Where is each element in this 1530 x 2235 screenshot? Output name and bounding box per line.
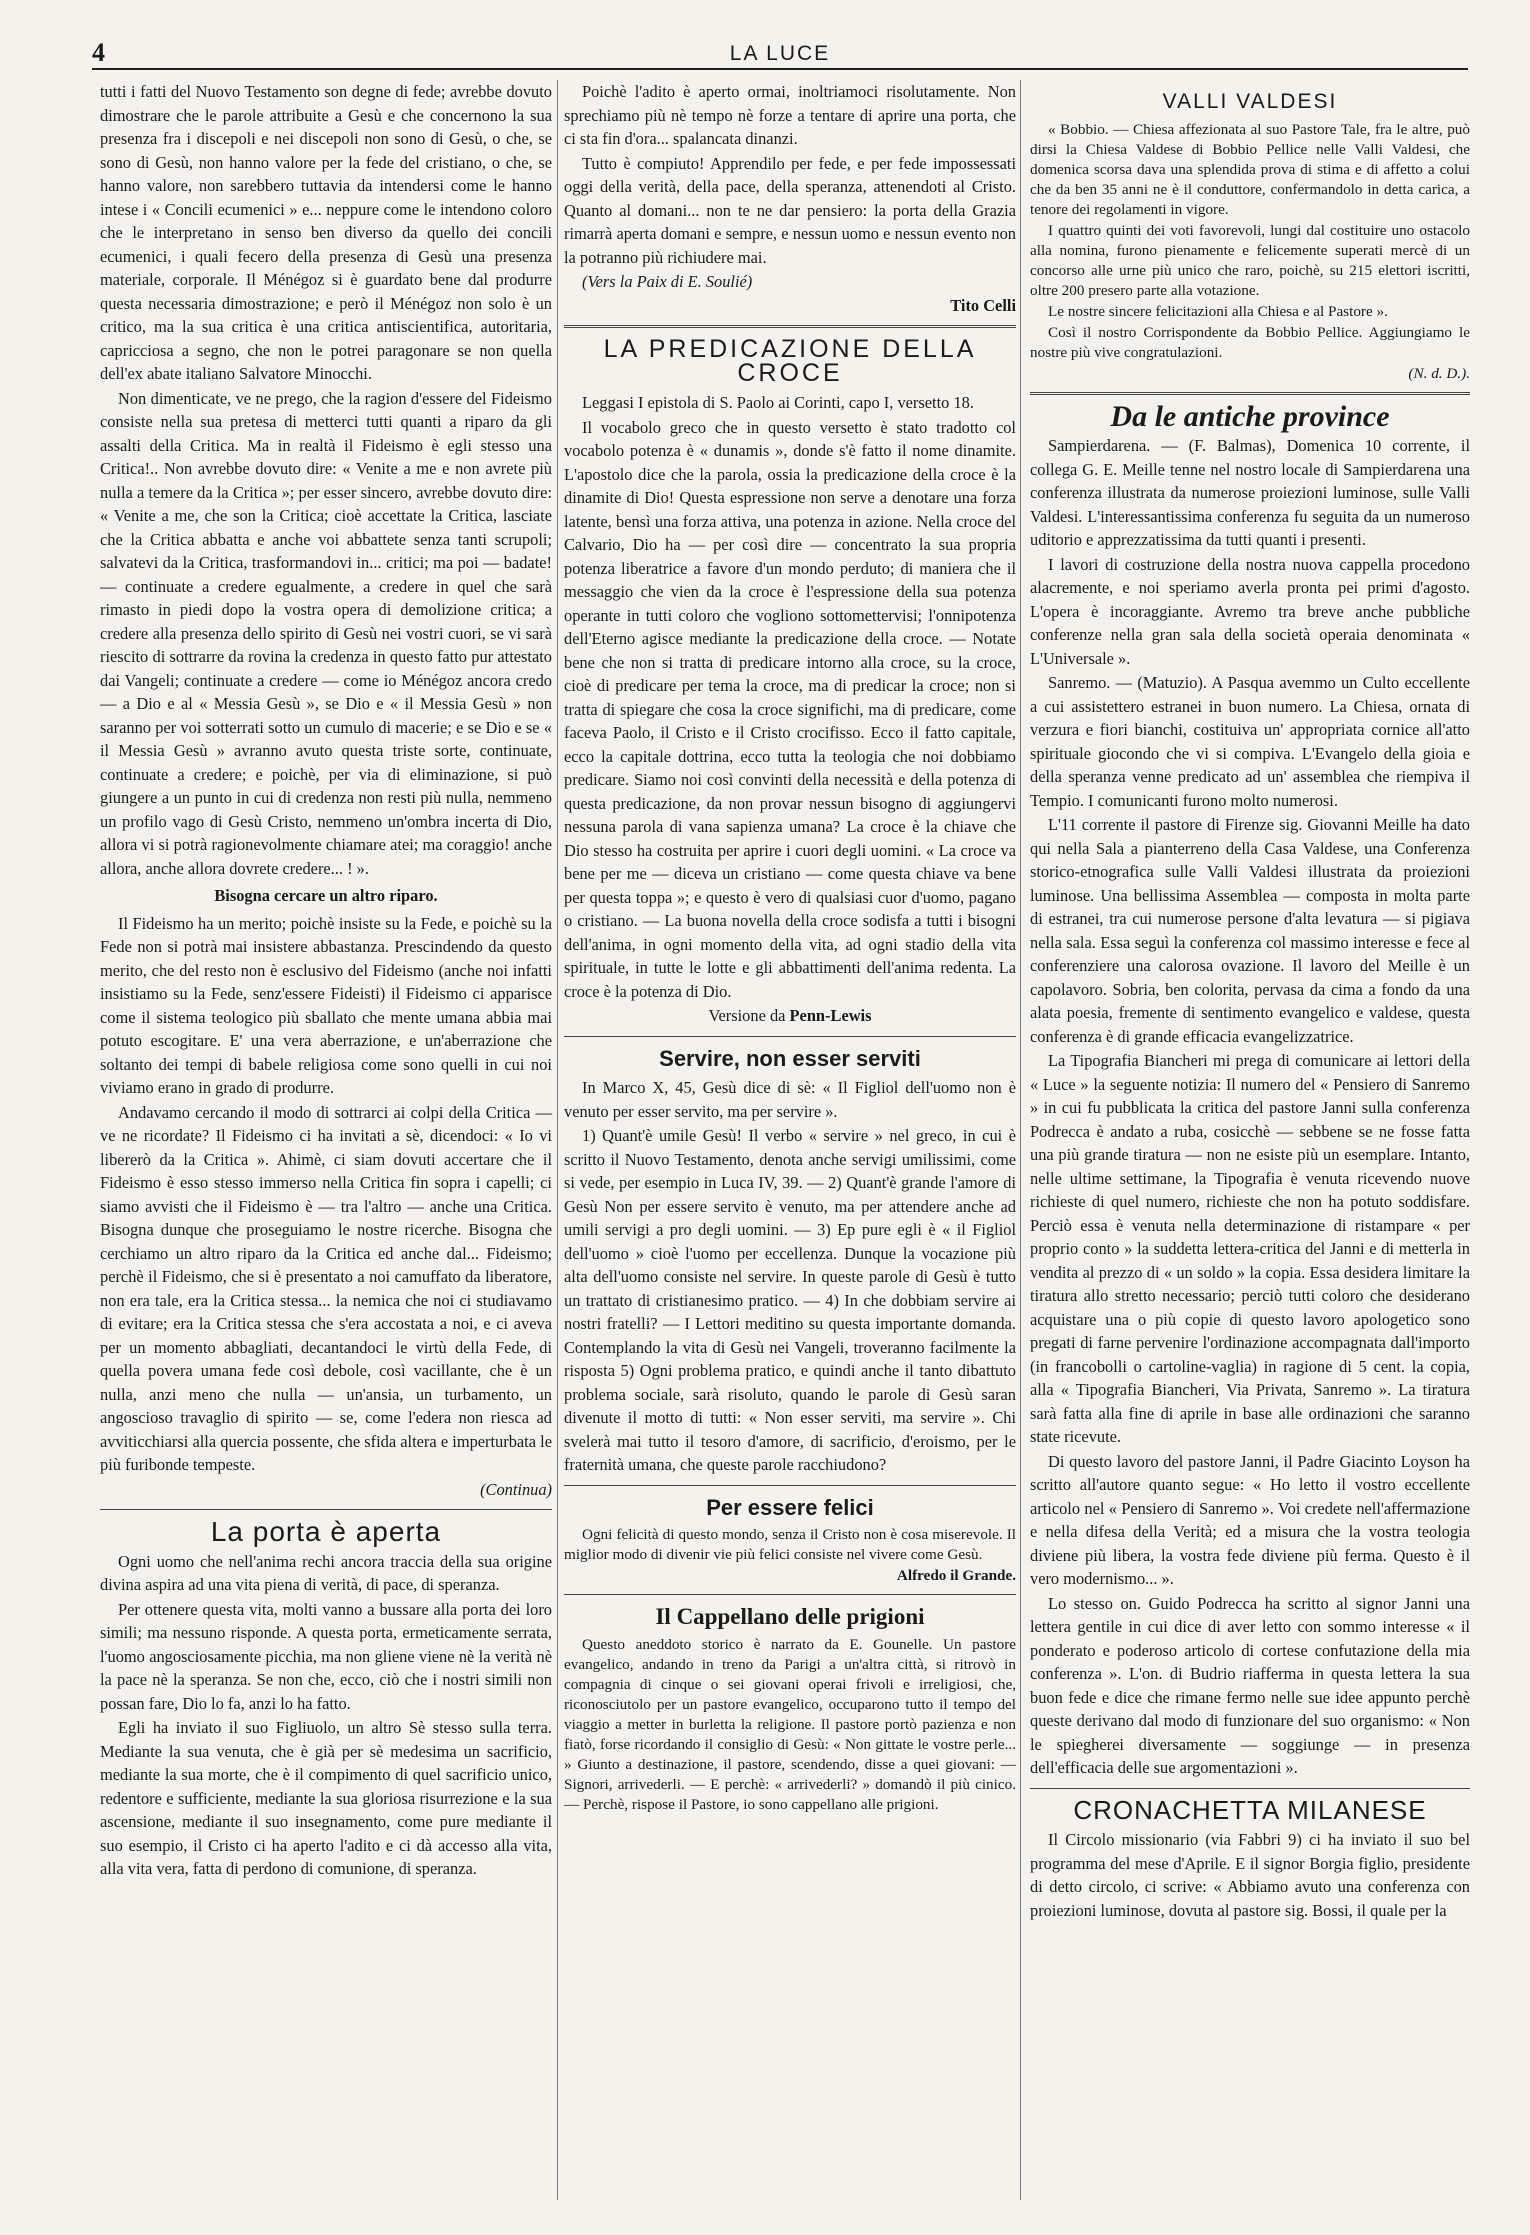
paragraph: La Tipografia Biancheri mi prega di comunicare ai lettori della « Luce » la seguente notizia: Il numero del « Pensiero di Sanremo » in cui fu pubblicata la critica del pastore Janni sulla conferenza Podrecca è andato a ruba, cosicchè — sebbene se ne fosse fatta una più grande tiratura — non ne esiste più un esemplare. Intanto, nelle ultime settimane, la Tipografia è venuta ricevendo nuove richieste di quel numero, richieste che non ha potuto soddisfare. Perciò essa è venuta nella determinazione di ristampare « per proprio conto » la suddetta lettera-critica del Janni e di metterla in vendita al prezzo di « un soldo » la copia. Essa desidera limitare la tiratura allo stretto necessario; perciò tutti coloro che desiderano acquistare una o più copie di questo lavoro apologetico sono pregati di farne pervenire l'ordinazione accompagnata dall'importo (in francobolli o cartoline-vaglia) in ragione di 5 cent. la copia, alla « Tipografia Biancheri, Via Privata, Sanremo ». La tiratura sarà fatta alla fine di aprile in base alle ordinazioni che saranno state ricevute. [1030,1051,1470,1446]
paragraph: Ogni felicità di questo mondo, senza il Cristo non è cosa miserevole. Il miglior modo di divenir vie più felici consiste nel vivere come Gesù. [564,1526,1016,1563]
article-title: Servire, non esser serviti [659,1045,921,1071]
column-3 [1030,80,1470,1923]
article-title: VALLI VALDESI [1162,90,1338,113]
paragraph: Di questo lavoro del pastore Janni, il Padre Giacinto Loyson ha scritto all'autore quanto segue: « Ho letto il vostro eccellente articolo nel « Pensiero di Sanremo ». Voi credete nell'affermazione e nella difesa della Verità; ed a misura che la vostra teologia diviene più libera, la vostra fede diviene più ferma. Questo è il vero modernismo... ». [1030,1451,1470,1588]
section-rule [564,1594,1016,1595]
section-rule [100,1509,552,1510]
paragraph: Andavamo cercando il modo di sottrarci ai colpi della Critica — ve ne ricordate? Il Fideismo ci ha invitati a sè, dicendoci: « Io vi libererò da la Critica ». Ahimè, ci siam dovuti accertare che il Fideismo è esso stesso immerso nella Critica fin sopra i capelli; ci siamo avvisti che il Fideismo è — tra l'altro — anche una Critica. Bisogna dunque che proseguiamo le nostre ricerche. Bisogna che cerchiamo un altro riparo da la Critica ed anche dal... Fideismo; perchè il Fideismo, che si è presentato a noi camuffato da liberatore, non era tale, era la Critica stessa... la nemica che noi ci studiavamo di evitare; era la Critica stessa che s'era accostata a noi, e ci aveva per un momento abbagliati, decantandoci le virtù della Fede, di quella povera umana fede così debole, così vacillante, che è un nulla, anzi meno che nulla — un'ansia, un turbamento, un angoscioso travaglio di spirito — se, come l'edera non riesca ad avviticchiarsi alla quercia possente, che sfida altera e imperturbata le più furibonde tempeste. [100,1102,552,1474]
article-title: LA PREDICAZIONE DELLA CROCE [603,335,977,387]
paragraph: tutti i fatti del Nuovo Testamento son degne di fede; avrebbe dovuto dimostrare che le parole attribuite a Gesù e che concernono la sua presenza fra i discepoli e nei discepoli non sono di Gesù, o che, se sono di Gesù, non hanno valore per la fede del cristiano, o che, se hanno valore, non sarebbero tuttavia da intendersi come le hanno intese i « Concili ecumenici » e... neppure come le intendono coloro che le interpretano in senso ben diverso da quello dei concili ecumenici, i quali fecero della presenza di Gesù una presenza materiale, corporale. Il Ménégoz si è guardato bene dal produrre questa necessaria dimostrazione; e però il Ménégoz non solo è un critico, ma la sua critica è una critica antiscientifica, autoritaria, capricciosa a segno, che non le potrei paragonare se non quella dell'ex abate italiano Salvatore Minocchi. [100,82,552,383]
paragraph: « Bobbio. — Chiesa affezionata al suo Pastore Tale, fra le altre, può dirsi la Chiesa Valdese di Bobbio Pellice nelle Valli Valdesi, che domenica scorsa dava una splendida prova di stima e di affetto a colui che da ben 35 anni ne è il conduttore, confermandolo in detta carica, a tenore dei regolamenti in vigore. [1030,120,1470,218]
column-1 [100,80,552,1882]
section-rule [564,1036,1016,1037]
paragraph: Sampierdarena. — (F. Balmas), Domenica 10 corrente, il collega G. E. Meille tenne nel nostro locale di Sampierdarena una conferenza illustrata da numerose proiezioni luminose, sulle Valli Valdesi. L'interessantissima conferenza fu seguita da un numeroso uditorio e apprezzatissima da tutti quanti i presenti. [1030,436,1470,549]
article-title: Da le antiche province [1110,399,1390,433]
signature: Alfredo il Grande. [896,1567,1016,1584]
source-note: (Vers la Paix di E. Soulié) [582,272,753,291]
section-rule [564,325,1016,328]
paragraph: Poichè l'adito è aperto ormai, inoltriamoci risolutamente. Non sprechiamo più nè tempo nè forze a tentare di aprire una porta, che ci sta fin d'ora... spalancata dinanzi. [564,82,1016,148]
column-divider [1020,80,1021,2200]
paragraph: Il Circolo missionario (via Fabbri 9) ci ha inviato il suo bel programma del mese d'Aprile. E il signor Borgia figlio, presidente di detto circolo, ci scrive: « Abbiamo avuto una conferenza con proiezioni luminose, dovuta al pastore sig. Bossi, il quale per la [1030,1830,1470,1920]
masthead: LA LUCE [729,42,831,65]
paragraph: Questo aneddoto storico è narrato da E. Gounelle. Un pastore evangelico, andando in treno da Parigi a un'altra città, si ritrovò in compagnia di cinque o sei giovani operai frivoli e irreligiosi, che, riconosciutolo per un pastore evangelico, occuparono tutto il tempo del viaggio a metter in burletta la religione. Il pastore portò pazienza e non fiatò, forse ricordando il consiglio di Gesù: « Non gittate le vostre perle... » Giunto a destinazione, il pastore, scendendo, disse a quei giovani: — Signori, arrivederli. — E perchè: « arrivederli? » domandò il più cinico. — Perchè, rispose il Pastore, io sono cappellano alle prigioni. [564,1635,1016,1813]
paragraph: Il vocabolo greco che in questo versetto è stato tradotto col vocabolo potenza è « dunamis », donde s'è fatto il nome dinamite. L'apostolo dice che la parola, ossia la predicazione della croce è la dinamite di Dio! Questa espressione non serve a denotare una forza latente, bensì una forza attiva, una potenza in azione. Nella croce del Calvario, Dio ha — per così dire — concentrato la sua propria potenza liberatrice a favore d'un mondo perduto; di maniera che il messaggio che vien da la croce è l'espressione della sua potenza operante in tutti coloro che vogliono sottomettervisi; l'onnipotenza dell'Eterno agisce mediante la predicazione della croce. — Notate bene che non si tratta di predicare intorno alla croce, su la croce, cioè di predicare per tema la croce, ma di predicar la croce; non si tratta di spiegare che cosa la croce significhi, ma di predicare, come faceva Paolo, il Cristo e il Cristo crocifisso. Ecco il fatto capitale, ecco la capitale dottrina, ecco tutta la teologia che noi dobbiamo predicare. Siamo noi così convinti della necessità e della potenza di questa predicazione, da non provar nessun bisogno di aggiungervi nessuna parola di vana sapienza umana? La croce è la chiave che Dio stesso ha costruita per aprire i cuori degli uomini. « La croce va bene per me — diceva un cristiano — come questa chiave va bene per questa toppa »; e questo è vero di qualsiasi cuor d'uomo, pagano o cristiano. — La buona novella della croce sodisfa a tutti i bisogni dell'anima, in ogni momento della vita, ad ogni stadio della vita spirituale, in tutte le lotte e gli abbattimenti dell'anima redenta. La croce è la potenza di Dio. [564,417,1016,1001]
header-rule [92,68,1468,70]
signature: Tito Celli [950,295,1016,315]
paragraph: Lo stesso on. Guido Podrecca ha scritto al signor Janni una lettera gentile in cui dice di aver letto con sommo interesse « il ponderato e poderoso articolo di cortese confutazione della mia conferenza ». L'on. di Budrio riafferma in questa lettera la sua buon fede e dice che rimane fermo nelle sue idee appunto perchè queste derivano dal modo di funzionare del suo organismo: « Non le spiegherei diversamente — soggiunge — in presenza dell'efficacia delle sue argomentazioni ». [1030,1593,1470,1777]
paragraph: Sanremo. — (Matuzio). A Pasqua avemmo un Culto eccellente a cui assistettero estranei in buon numero. La Chiesa, ornata di verzura e fiori bianchi, costituiva un' appropriata cornice all'atto spirituale giocondo che vi si compiva. L'Evangelo della gioia e della speranza venne predicato ad un' assemblea che riempiva il Tempio. I comunicanti furono molto numerosi. [1030,673,1470,810]
column-2 [564,80,1016,1816]
section-rule [1030,392,1470,395]
page-number: 4 [92,38,105,67]
paragraph: Tutto è compiuto! Apprendilo per fede, e per fede impossessati oggi della verità, della pace, della speranza, attenendoti al Cristo. Quanto al domani... non te ne dar pensiero: la porta della Grazia rimarrà aperta domani e sempre, e nessun uomo e nessun evento non la potranno più richiudere mai. [564,153,1016,267]
paragraph: Le nostre sincere felicitazioni alla Chiesa e al Pastore ». [1048,302,1388,320]
article-title: Il Cappellano delle prigioni [655,1604,925,1629]
signature: Penn-Lewis [789,1006,872,1025]
signature: (N. d. D.). [1408,364,1470,382]
paragraph: I lavori di costruzione della nostra nuova cappella procedono alacremente, e noi speriamo averla pronta pei primi d'agosto. L'opera è incoraggiante. Avremo tra breve anche pubbliche conferenze nella gran sala della società operaia denominata « L'Universale ». [1030,554,1470,668]
column-divider [557,80,558,2200]
paragraph: I quattro quinti dei voti favorevoli, lungi dal costituire uno ostacolo alla nomina, furono pienamente e felicemente superati mercè di un concorso alle urne più unico che raro, poichè, su 215 elettori iscritti, oltre 200 presero parte alla votazione. [1030,221,1470,299]
version-label: Versione da [708,1006,786,1025]
section-rule [564,1485,1016,1486]
section-rule [1030,1788,1470,1789]
continued-note: (Continua) [480,1479,552,1499]
paragraph: Il Fideismo ha un merito; poichè insiste su la Fede, e poichè su la Fede non si potrà mai insistere abbastanza. Prescindendo da questo merito, che del resto non è esclusivo del Fideismo (anche noi infatti insistiamo su la Fede, senz'essere Fideisti) il Fideismo ci apparisce come il sistema teologico più sballato che mente umana abbia mai potuto escogitare. E' una vera aberrazione, e un'aberrazione che soltanto dei tempi di babele religiosa come sono quelli in cui noi viviamo erano in grado di produrre. [100,913,552,1097]
paragraph: Egli ha inviato il suo Figliuolo, un altro Sè stesso sulla terra. Mediante la sua venuta, che è già per sè medesima un sacrificio, mediante la sua morte, che è il compimento di quel sacrificio unico, redentore e sufficiente, mediante la sua gloriosa risurrezione e la sua ascensione, mediante il suo insegnamento, come pure mediante il suo esempio, il Cristo ci ha aperto l'adito e ci dà accesso alla vita, alla vita vera, fatta di perdono di comunione, di speranza. [100,1718,552,1878]
paragraph: In Marco X, 45, Gesù dice di sè: « Il Figliol dell'uomo non è venuto per esser servito, ma per servire ». [564,1078,1016,1121]
paragraph: Ogni uomo che nell'anima rechi ancora traccia della sua origine divina aspira ad una vita piena di verità, di pace, di speranza. [100,1551,552,1594]
paragraph: Così il nostro Corrispondente da Bobbio Pellice. Aggiungiamo le nostre più vive congratulazioni. [1030,323,1470,361]
article-title: Per essere felici [706,1494,874,1520]
subheading: Bisogna cercare un altro riparo. [214,886,438,905]
paragraph: 1) Quant'è umile Gesù! Il verbo « servire » nel greco, in cui è scritto il Nuovo Testamento, denota anche servigi umilissimi, come si vede, per esempio in Luca IV, 39. — 2) Quant'è grande l'amore di Gesù Non per essere servito è venuto, ma per attendere anche ad umili servigi a pro degli uomini. — 3) Ep pure egli è « il Figliol dell'uomo » cioè l'uomo per eccellenza. Dunque la vocazione più alta dell'uomo consiste nel servire. In queste parole di Gesù è tutto un trattato di cristianesimo pratico. — 4) In che dobbiam servire ai nostri fratelli? — I Lettori meditino su questa importante domanda. Contemplando la vita di Gesù nei Vangeli, troveranno facilmente la risposta 5) Ogni problema pratico, e quindi anche il tanto dibattuto problema sociale, sarà risoluto, quando le parole di Gesù saran divenute il motto di tutti: « Non esser serviti, ma servire ». Chi svelerà mai tutto il tesoro d'amore, di sacrificio, d'eroismo, per le fraternità umana, che queste parole racchiudono? [564,1126,1016,1474]
page-header [92,38,1468,68]
paragraph: L'11 corrente il pastore di Firenze sig. Giovanni Meille ha dato qui nella Sala a pianterreno della Casa Valdese, una Conferenza storico-etnografica sulle Valli Valdesi illustrata da proiezioni luminose. Una bellissima Assemblea — composta in molta parte di estranei, tra cui numerose persone d'alta levatura — si pigiava nella sala. Essa seguì la conferenza col massimo interesse e fece al conferenziere una calorosa ovazione. Il lavoro del Meille è un capolavoro. Sobria, ben colorita, pervasa da cima a fondo da una alata poesia, fremente di sentimento evangelico e valdese, questa conferenza è di grande efficacia evangelizzatrice. [1030,815,1470,1046]
article-title: CRONACHETTA MILANESE [1073,1794,1427,1825]
article-title: La porta è aperta [210,1516,442,1547]
paragraph: Per ottenere questa vita, molti vanno a bussare alla porta dei loro simili; ma nessuno risponde. A questa porta, ermeticamente serrata, l'uomo angosciosamente picchia, ma non gliene viene nè la verità nè la pace nè la speranza. Se non che, ecco, ciò che i nostri simili non possan fare, Dio lo fa, anzi lo ha fatto. [100,1599,552,1713]
paragraph: Non dimenticate, ve ne prego, che la ragion d'essere del Fideismo consiste nella sua pretesa di metterci tutti quanti a riparo da gli assalti della Critica. Ma in realtà il Fideismo è egli stesso una Critica!.. Non avrebbe dovuto dire: « Venite a me e non avrete più nulla a temere da la Critica »; per esser sincero, avrebbe dovuto dire: « Venite a me, che son la Critica; cioè accettate la Critica, lasciate che la Critica abbatta e anche voi abbattete senza tanti scrupoli; salvatevi da la Critica, trasformandovi in... critici; ma poi — badate! — continuate a credere egualmente, a credere in quel che sarà rimasto in piedi dopo la vostra opera di demolizione critica; a credere alla presenza dello spirito di Gesù nei vostri cuori, se vi sarà riescito di sottrarre da rovina la credenza in questo fatto pur attestato dai Vangeli; continuate a credere — come io Ménégoz ancora credo — a Dio e al « Messia Gesù », se Dio e « il Messia Gesù » non saranno per voi sotterrati sotto un cumulo di macerie; e se Dio e se « il Messia Gesù » avranno avuto questa triste sorte, continuate, continuate a credere; e poichè, per via di eliminazione, si può giungere a un punto in cui di credenza non resti più nulla, nemmeno un profilo vago di Gesù Cristo, nemmeno un'ombra incerta di Dio, allora vi si potrà ragionevolmente chiamare atei; ma coraggio! anche allora, anche allora dovrete credere... ! ». [100,388,552,878]
signature-line [564,1004,1016,1028]
paragraph: Leggasi I epistola di S. Paolo ai Corinti, capo I, versetto 18. [582,393,974,412]
